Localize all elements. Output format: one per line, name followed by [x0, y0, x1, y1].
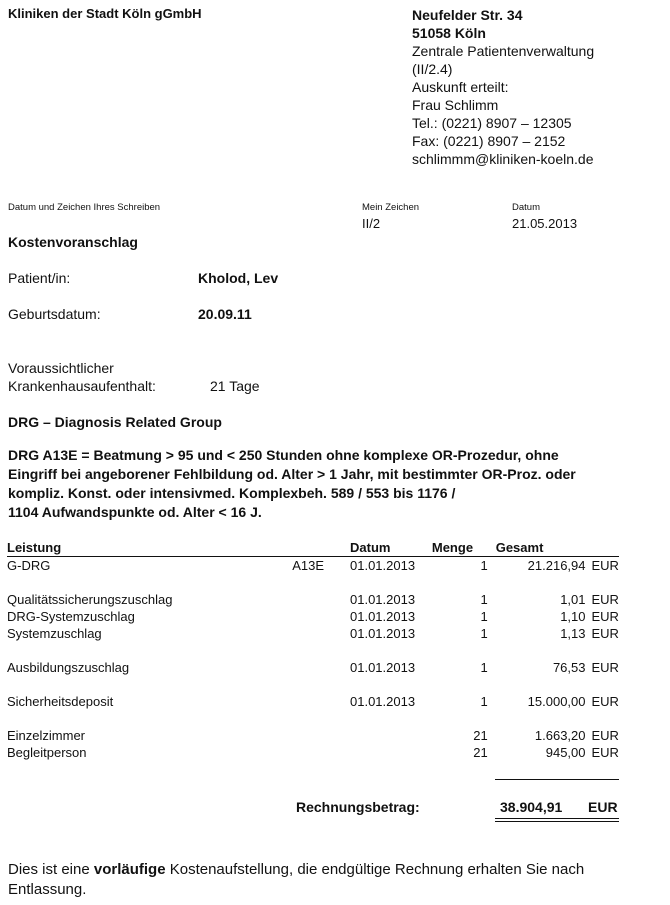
- table-row: Begleitperson 21 945,00 EUR: [7, 745, 619, 760]
- page-title: Kostenvoranschlag: [8, 234, 138, 250]
- address-street: Neufelder Str. 34: [412, 7, 523, 23]
- header-date: Datum: [350, 539, 432, 557]
- address-email: schlimmm@kliniken-koeln.de: [412, 151, 594, 167]
- total-double-rule-2: [495, 821, 619, 822]
- patient-name: Kholod, Lev: [198, 270, 279, 286]
- patient-label: Patient/in:: [8, 270, 71, 286]
- date-label: Datum: [512, 202, 540, 213]
- dob-label: Geburtsdatum:: [8, 306, 101, 322]
- drg-line-1: DRG A13E = Beatmung > 95 und < 250 Stunden ohne komplexe OR-Prozedur, ohne: [8, 447, 559, 463]
- table-row: Einzelzimmer 21 1.663,20 EUR: [7, 728, 619, 743]
- table-row: DRG-Systemzuschlag 01.01.2013 1 1,10 EUR: [7, 609, 619, 624]
- footer-pre: Dies ist eine: [8, 861, 94, 878]
- table-header-row: [7, 539, 619, 557]
- footer-note: [8, 860, 584, 900]
- footer-post: Kostenaufstellung, die endgültige Rechnung erhalten Sie nach: [165, 861, 585, 878]
- header-total: Gesamt: [496, 539, 586, 557]
- footer-bold: vorläufige: [93, 861, 166, 878]
- header-qty: Menge: [432, 539, 496, 557]
- address-contact: Frau Schlimm: [412, 97, 499, 113]
- total-currency: EUR: [588, 799, 618, 815]
- total-amount: 38.904,91: [500, 799, 563, 815]
- table-row: Qualitätssicherungszuschlag 01.01.2013 1 1,01 EUR: [7, 592, 619, 607]
- drg-description: [8, 446, 576, 522]
- address-city: 51058 Köln: [412, 25, 486, 41]
- sender-name: Kliniken der Stadt Köln gGmbH: [8, 6, 202, 21]
- date-value: 21.05.2013: [512, 216, 578, 231]
- footer-line2: Entlassung.: [8, 881, 87, 898]
- address-fax: Fax: (0221) 8907 – 2152: [412, 133, 566, 149]
- drg-heading: DRG – Diagnosis Related Group: [8, 414, 222, 430]
- stay-value: 21 Tage: [210, 378, 260, 394]
- stay-label-line1: Voraussichtlicher: [8, 360, 114, 376]
- total-label: Rechnungsbetrag:: [296, 799, 420, 815]
- table-row: Systemzuschlag 01.01.2013 1 1,13 EUR: [7, 626, 619, 641]
- drg-line-4: 1104 Aufwandspunkte od. Alter < 16 J.: [8, 504, 262, 520]
- header-service: Leistung: [7, 539, 292, 557]
- address-department-code: (II/2.4): [412, 61, 453, 77]
- address-phone: Tel.: (0221) 8907 – 12305: [412, 115, 572, 131]
- your-ref-label: Datum und Zeichen Ihres Schreiben: [8, 202, 161, 213]
- address-department: Zentrale Patientenverwaltung: [412, 43, 595, 59]
- cost-table: [7, 539, 619, 761]
- drg-line-2: Eingriff bei angeborener Fehlbildung od. Alter > 1 Jahr, mit bestimmter OR-Proz. oder: [8, 466, 576, 482]
- table-row: Ausbildungszuschlag 01.01.2013 1 76,53 EUR: [7, 660, 619, 675]
- table-row: Sicherheitsdeposit 01.01.2013 1 15.000,00 EUR: [7, 694, 619, 709]
- drg-line-3: kompliz. Konst. oder intensivmed. Komplexbeh. 589 / 553 bis 1176 /: [8, 485, 456, 501]
- sender-address-block: [412, 6, 594, 168]
- my-ref-label: Mein Zeichen: [362, 202, 420, 213]
- address-info-label: Auskunft erteilt:: [412, 79, 509, 95]
- total-rule-top: [495, 779, 619, 780]
- dob-value: 20.09.11: [198, 306, 252, 322]
- total-double-rule-1: [495, 818, 619, 819]
- my-ref-value: II/2: [362, 216, 381, 231]
- table-row: G-DRG A13E 01.01.2013 1 21.216,94 EUR: [7, 558, 619, 573]
- stay-label-line2: Krankenhausaufenthalt:: [8, 378, 156, 394]
